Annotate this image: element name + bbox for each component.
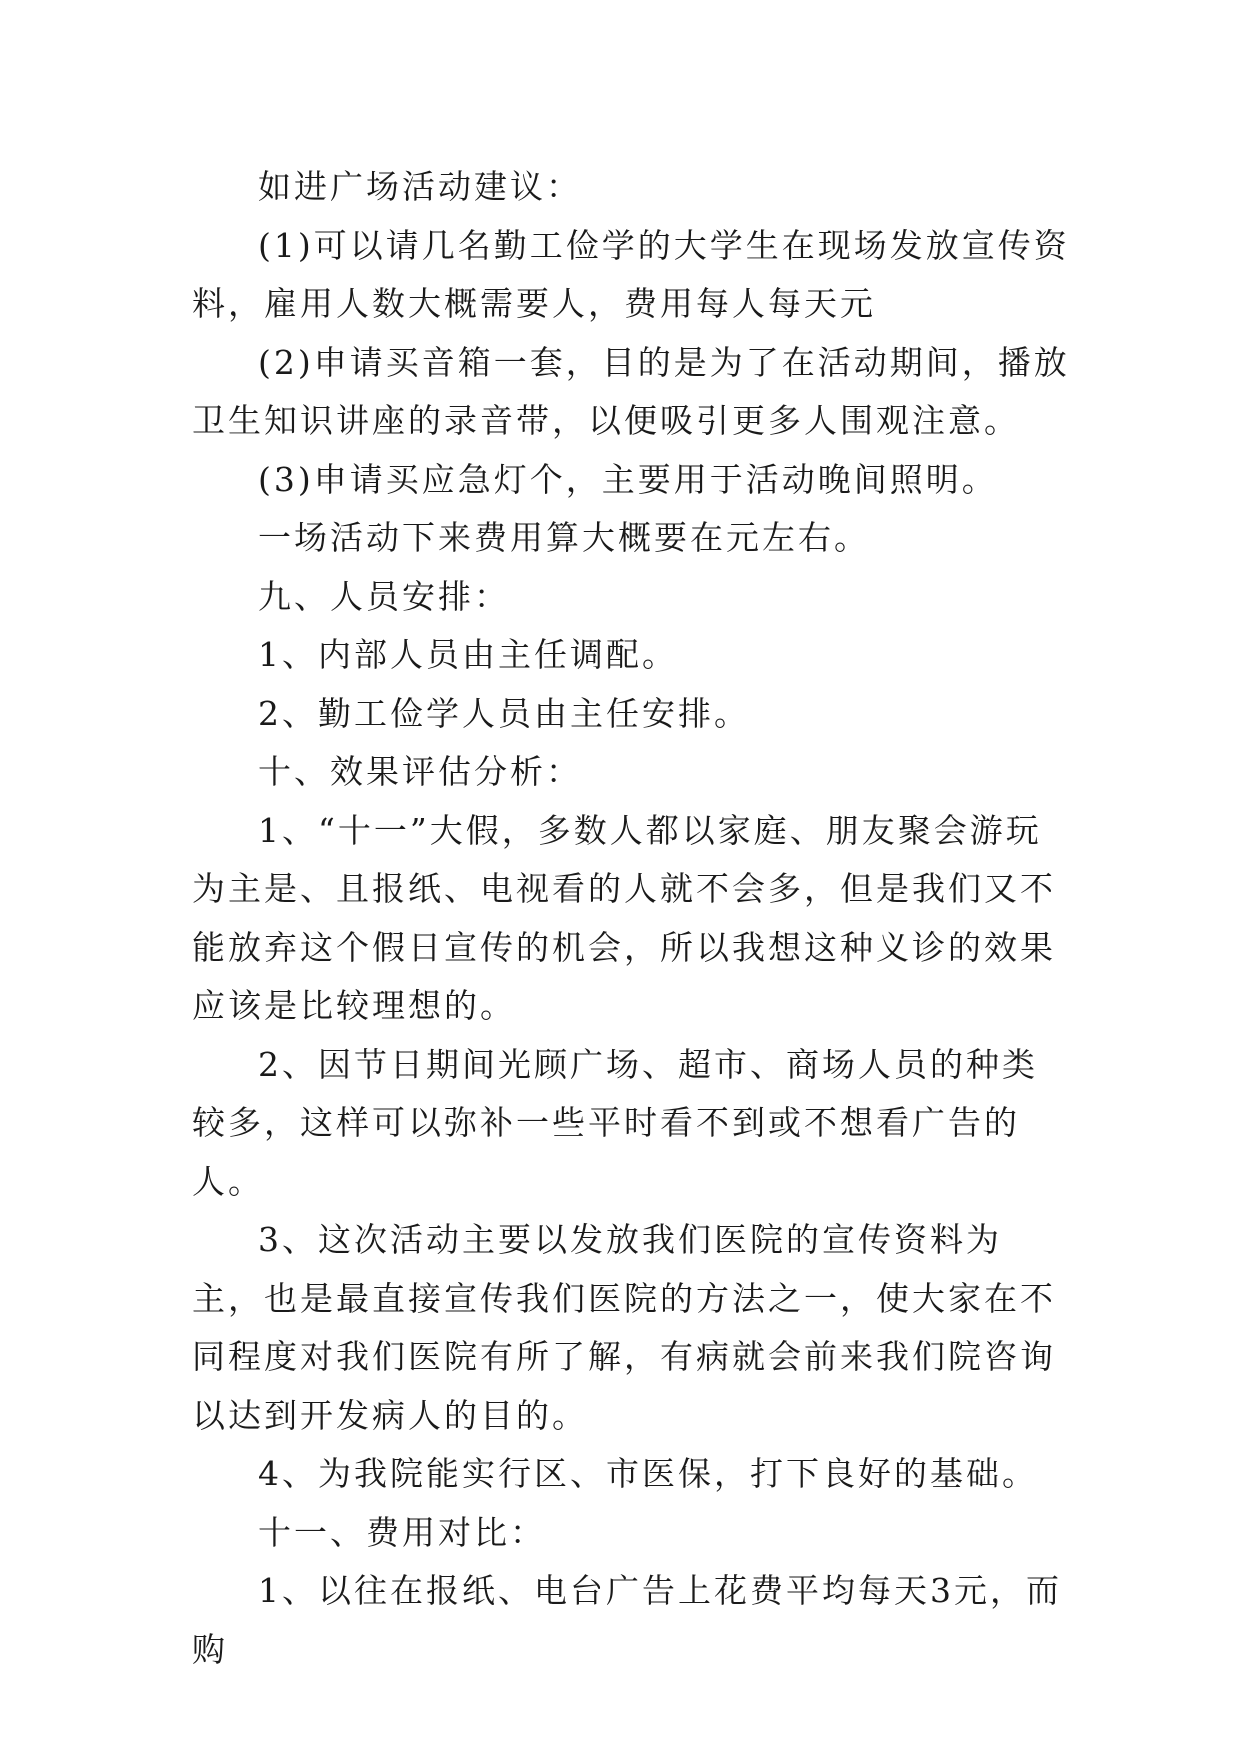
- paragraph-holiday-effect: 1、“十一”大假，多数人都以家庭、朋友聚会游玩为主是、且报纸、电视看的人就不会多，但是我们又不能放弃这个假日宣传的机会，所以我想这种义诊的效果应该是比较理想的。: [192, 810, 1056, 1025]
- paragraph-student-distributors: (1)可以请几名勤工俭学的大学生在现场发放宣传资料，雇用人数大概需要人，费用每人每天元: [192, 225, 1070, 323]
- paragraph-student-staff: 2、勤工俭学人员由主任安排。: [258, 693, 750, 733]
- section-heading-cost-comparison: 十一、费用对比：: [258, 1512, 546, 1552]
- paragraph-internal-staff: 1、内部人员由主任调配。: [258, 635, 678, 674]
- section-heading-effect-evaluation: 十、效果评估分析：: [258, 752, 582, 791]
- paragraph-advertising-cost: 1、以往在报纸、电台广告上花费平均每天3元，而购: [192, 1571, 1062, 1669]
- paragraph-medical-insurance: 4、为我院能实行区、市医保，打下良好的基础。: [258, 1454, 1038, 1493]
- paragraph-plaza-activity-suggestions: 如进广场活动建议：: [258, 167, 582, 206]
- paragraph-visitor-variety: 2、因节日期间光顾广场、超市、商场人员的种类较多，这样可以弥补一些平时看不到或不想看广告的人。: [192, 1044, 1038, 1201]
- paragraph-emergency-lights: (3)申请买应急灯个，主要用于活动晚间照明。: [258, 459, 998, 499]
- paragraph-activity-cost: 一场活动下来费用算大概要在元左右。: [258, 518, 870, 557]
- document-body: [192, 158, 1072, 1679]
- section-heading-staffing: 九、人员安排：: [258, 576, 510, 616]
- paragraph-speaker-set: (2)申请买音箱一套，目的是为了在活动期间，播放卫生知识讲座的录音带，以便吸引更多人围观注意。: [192, 342, 1070, 440]
- paragraph-direct-promotion: 3、这次活动主要以发放我们医院的宣传资料为主，也是最直接宣传我们医院的方法之一，使大家在不同程度对我们医院有所了解，有病就会前来我们院咨询以达到开发病人的目的。: [192, 1220, 1056, 1435]
